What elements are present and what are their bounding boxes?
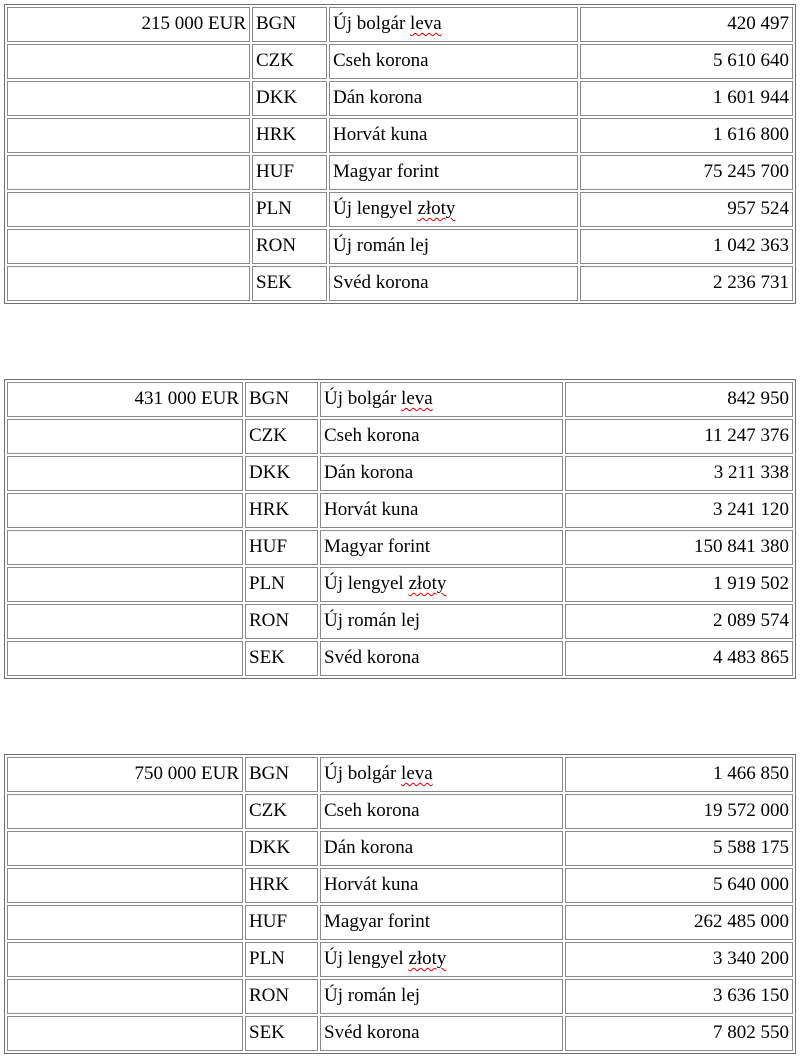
currency-row-hrk (7, 868, 793, 903)
currency-code-cell: RON (252, 229, 327, 264)
currency-name-cell: Magyar forint (329, 155, 578, 190)
misspelled-word: leva (401, 763, 433, 785)
misspelled-word: złoty (417, 198, 456, 220)
currency-code-cell: SEK (252, 266, 327, 301)
currency-name-cell: Cseh korona (320, 794, 563, 829)
currency-name-cell: Dán korona (329, 81, 578, 116)
currency-row-czk (7, 44, 793, 79)
misspelled-word: leva (410, 13, 442, 35)
converted-amount-cell: 5 640 000 (565, 868, 793, 903)
currency-name-cell: Új bolgár leva (320, 382, 563, 417)
converted-amount-cell: 420 497 (580, 7, 793, 42)
currency-code-cell: SEK (245, 1016, 318, 1051)
converted-amount-cell: 150 841 380 (565, 530, 793, 565)
currency-name-cell: Új bolgár leva (320, 757, 563, 792)
currency-name-cell: Magyar forint (320, 530, 563, 565)
empty-cell (7, 155, 250, 190)
currency-code-cell: BGN (252, 7, 327, 42)
eur-amount-cell: 431 000 EUR (7, 382, 243, 417)
currency-row-czk (7, 419, 793, 454)
currency-code-cell: HUF (245, 530, 318, 565)
empty-cell (7, 831, 243, 866)
currency-code-cell: DKK (245, 831, 318, 866)
converted-amount-cell: 3 211 338 (565, 456, 793, 491)
converted-amount-cell: 75 245 700 (580, 155, 793, 190)
empty-cell (7, 229, 250, 264)
currency-conversion-table-431-000-eur (4, 379, 796, 679)
converted-amount-cell: 1 601 944 (580, 81, 793, 116)
empty-cell (7, 44, 250, 79)
empty-cell (7, 456, 243, 491)
empty-cell (7, 794, 243, 829)
converted-amount-cell: 19 572 000 (565, 794, 793, 829)
empty-cell (7, 266, 250, 301)
currency-name-cell: Új bolgár leva (329, 7, 578, 42)
empty-cell (7, 567, 243, 602)
currency-name-cell: Új lengyel złoty (320, 942, 563, 977)
converted-amount-cell: 7 802 550 (565, 1016, 793, 1051)
converted-amount-cell: 1 466 850 (565, 757, 793, 792)
converted-amount-cell: 842 950 (565, 382, 793, 417)
currency-name-cell: Horvát kuna (320, 493, 563, 528)
converted-amount-cell: 1 616 800 (580, 118, 793, 153)
currency-name-cell: Dán korona (320, 456, 563, 491)
converted-amount-cell: 262 485 000 (565, 905, 793, 940)
currency-name-cell: Horvát kuna (320, 868, 563, 903)
empty-cell (7, 530, 243, 565)
currency-name-cell: Új román lej (329, 229, 578, 264)
currency-row-ron (7, 604, 793, 639)
currency-row-sek (7, 1016, 793, 1051)
currency-conversion-table-215-000-eur (4, 4, 796, 304)
converted-amount-cell: 1 919 502 (565, 567, 793, 602)
currency-row-dkk (7, 456, 793, 491)
converted-amount-cell: 3 340 200 (565, 942, 793, 977)
converted-amount-cell: 11 247 376 (565, 419, 793, 454)
empty-cell (7, 192, 250, 227)
empty-cell (7, 419, 243, 454)
empty-cell (7, 81, 250, 116)
currency-code-cell: HRK (245, 868, 318, 903)
currency-row-huf (7, 905, 793, 940)
currency-row-bgn (7, 757, 793, 792)
currency-name-cell: Új lengyel złoty (320, 567, 563, 602)
empty-cell (7, 118, 250, 153)
currency-name-cell: Új román lej (320, 979, 563, 1014)
currency-row-hrk (7, 493, 793, 528)
currency-conversion-table-750-000-eur (4, 754, 796, 1054)
currency-code-cell: SEK (245, 641, 318, 676)
currency-row-sek (7, 641, 793, 676)
empty-cell (7, 493, 243, 528)
converted-amount-cell: 1 042 363 (580, 229, 793, 264)
currency-code-cell: DKK (252, 81, 327, 116)
currency-code-cell: RON (245, 979, 318, 1014)
eur-amount-cell: 750 000 EUR (7, 757, 243, 792)
empty-cell (7, 641, 243, 676)
empty-cell (7, 604, 243, 639)
currency-row-ron (7, 979, 793, 1014)
currency-code-cell: PLN (245, 942, 318, 977)
empty-cell (7, 942, 243, 977)
converted-amount-cell: 2 236 731 (580, 266, 793, 301)
currency-row-czk (7, 794, 793, 829)
currency-row-huf (7, 530, 793, 565)
misspelled-word: leva (401, 388, 433, 410)
currency-row-dkk (7, 81, 793, 116)
empty-cell (7, 868, 243, 903)
currency-row-bgn (7, 382, 793, 417)
currency-row-pln (7, 192, 793, 227)
converted-amount-cell: 3 241 120 (565, 493, 793, 528)
currency-code-cell: BGN (245, 757, 318, 792)
empty-cell (7, 1016, 243, 1051)
converted-amount-cell: 2 089 574 (565, 604, 793, 639)
currency-code-cell: RON (245, 604, 318, 639)
currency-row-huf (7, 155, 793, 190)
currency-code-cell: PLN (252, 192, 327, 227)
currency-name-cell: Cseh korona (320, 419, 563, 454)
currency-row-sek (7, 266, 793, 301)
currency-name-cell: Svéd korona (320, 1016, 563, 1051)
currency-name-cell: Svéd korona (329, 266, 578, 301)
currency-name-cell: Horvát kuna (329, 118, 578, 153)
currency-code-cell: CZK (245, 419, 318, 454)
currency-code-cell: CZK (245, 794, 318, 829)
converted-amount-cell: 5 610 640 (580, 44, 793, 79)
eur-amount-cell: 215 000 EUR (7, 7, 250, 42)
currency-code-cell: HUF (245, 905, 318, 940)
currency-name-cell: Új román lej (320, 604, 563, 639)
currency-name-cell: Cseh korona (329, 44, 578, 79)
currency-row-dkk (7, 831, 793, 866)
currency-code-cell: PLN (245, 567, 318, 602)
currency-code-cell: HRK (245, 493, 318, 528)
currency-name-cell: Svéd korona (320, 641, 563, 676)
currency-name-cell: Új lengyel złoty (329, 192, 578, 227)
currency-code-cell: HUF (252, 155, 327, 190)
converted-amount-cell: 4 483 865 (565, 641, 793, 676)
currency-row-ron (7, 229, 793, 264)
currency-row-pln (7, 567, 793, 602)
currency-row-pln (7, 942, 793, 977)
currency-code-cell: DKK (245, 456, 318, 491)
currency-code-cell: HRK (252, 118, 327, 153)
currency-row-hrk (7, 118, 793, 153)
empty-cell (7, 905, 243, 940)
empty-cell (7, 979, 243, 1014)
currency-code-cell: CZK (252, 44, 327, 79)
converted-amount-cell: 957 524 (580, 192, 793, 227)
misspelled-word: złoty (408, 573, 447, 595)
currency-row-bgn (7, 7, 793, 42)
converted-amount-cell: 5 588 175 (565, 831, 793, 866)
currency-name-cell: Magyar forint (320, 905, 563, 940)
converted-amount-cell: 3 636 150 (565, 979, 793, 1014)
currency-name-cell: Dán korona (320, 831, 563, 866)
currency-code-cell: BGN (245, 382, 318, 417)
misspelled-word: złoty (408, 948, 447, 970)
